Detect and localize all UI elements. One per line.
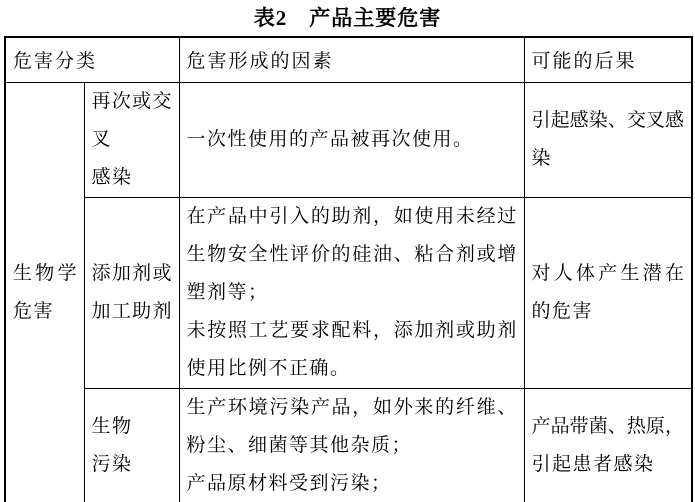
text-line: 再 次 或 交: [91, 90, 172, 112]
text-line: 生 产 环 境 污 染 产 品 ， 如 外 来 的 纤 维 、: [186, 396, 517, 418]
text-line: 添 加 剂 或: [91, 262, 172, 284]
cell-consequence-additives: [524, 197, 692, 388]
cell-subcategory-additives: [84, 197, 179, 388]
header-cell-consequence: 可能的后果: [524, 37, 692, 82]
cell-factors-bio-contamination: [179, 388, 524, 502]
cell-factors-reuse: [179, 82, 524, 197]
text-line: 一次性使用的产品被再次使用。: [186, 128, 474, 150]
cell-consequence-reuse: [524, 82, 692, 197]
text-line: 引起患者感染: [531, 453, 655, 475]
text-line: 未 按 照 工 艺 要 求 配 料 ， 添 加 剂 或 助 剂: [186, 319, 517, 341]
table-title: 表2 产品主要危害: [253, 6, 442, 30]
header-cell-factors: 危害形成的因素: [179, 37, 524, 82]
text-line: 产 品 带 菌 、 热 原 ，: [531, 415, 684, 437]
cell-consequence-bio-contamination: [524, 388, 692, 502]
table-row-additives: [5, 197, 692, 388]
cell-hazard-category-biological: [5, 82, 84, 502]
text-line: 在 产 品 中 引 入 的 助 剂 ， 如 使 用 未 经 过: [186, 205, 517, 227]
header-cell-hazard-class: 危害分类: [5, 37, 179, 82]
text-line: 加 工 助 剂: [91, 300, 172, 322]
text-line: 引 起 感 染 、 交 叉 感: [531, 109, 684, 131]
table-row-bio-contamination: [5, 388, 692, 502]
text-line: 使用比例不正确。: [186, 357, 351, 379]
cell-factors-additives: [179, 197, 524, 388]
table-row-reuse-infection: [5, 82, 692, 197]
text-line: 污染: [91, 453, 133, 475]
text-line: 粉尘、细菌等其他杂质；: [186, 434, 413, 456]
text-line: 生 物 学: [13, 262, 77, 284]
cell-subcategory-bio-contamination: [84, 388, 179, 502]
text-line: 生物: [91, 415, 133, 437]
text-line: 生 物 安 全 性 评 价 的 硅 油 、 粘 合 剂 或 增: [186, 243, 517, 265]
text-line: 的危害: [531, 300, 594, 322]
text-line: 产品原材料受到污染；: [186, 472, 392, 494]
text-line: 塑剂等；: [186, 281, 269, 303]
text-line: 危害: [13, 300, 55, 322]
header-row: [5, 37, 692, 82]
text-line: 对 人 体 产 生 潜 在: [531, 262, 684, 284]
cell-subcategory-reuse-cross-infection: [84, 82, 179, 197]
text-line: 叉: [91, 128, 113, 150]
text-line: 染: [531, 147, 553, 169]
hazard-table: [4, 36, 693, 502]
text-line: 感染: [91, 166, 133, 188]
